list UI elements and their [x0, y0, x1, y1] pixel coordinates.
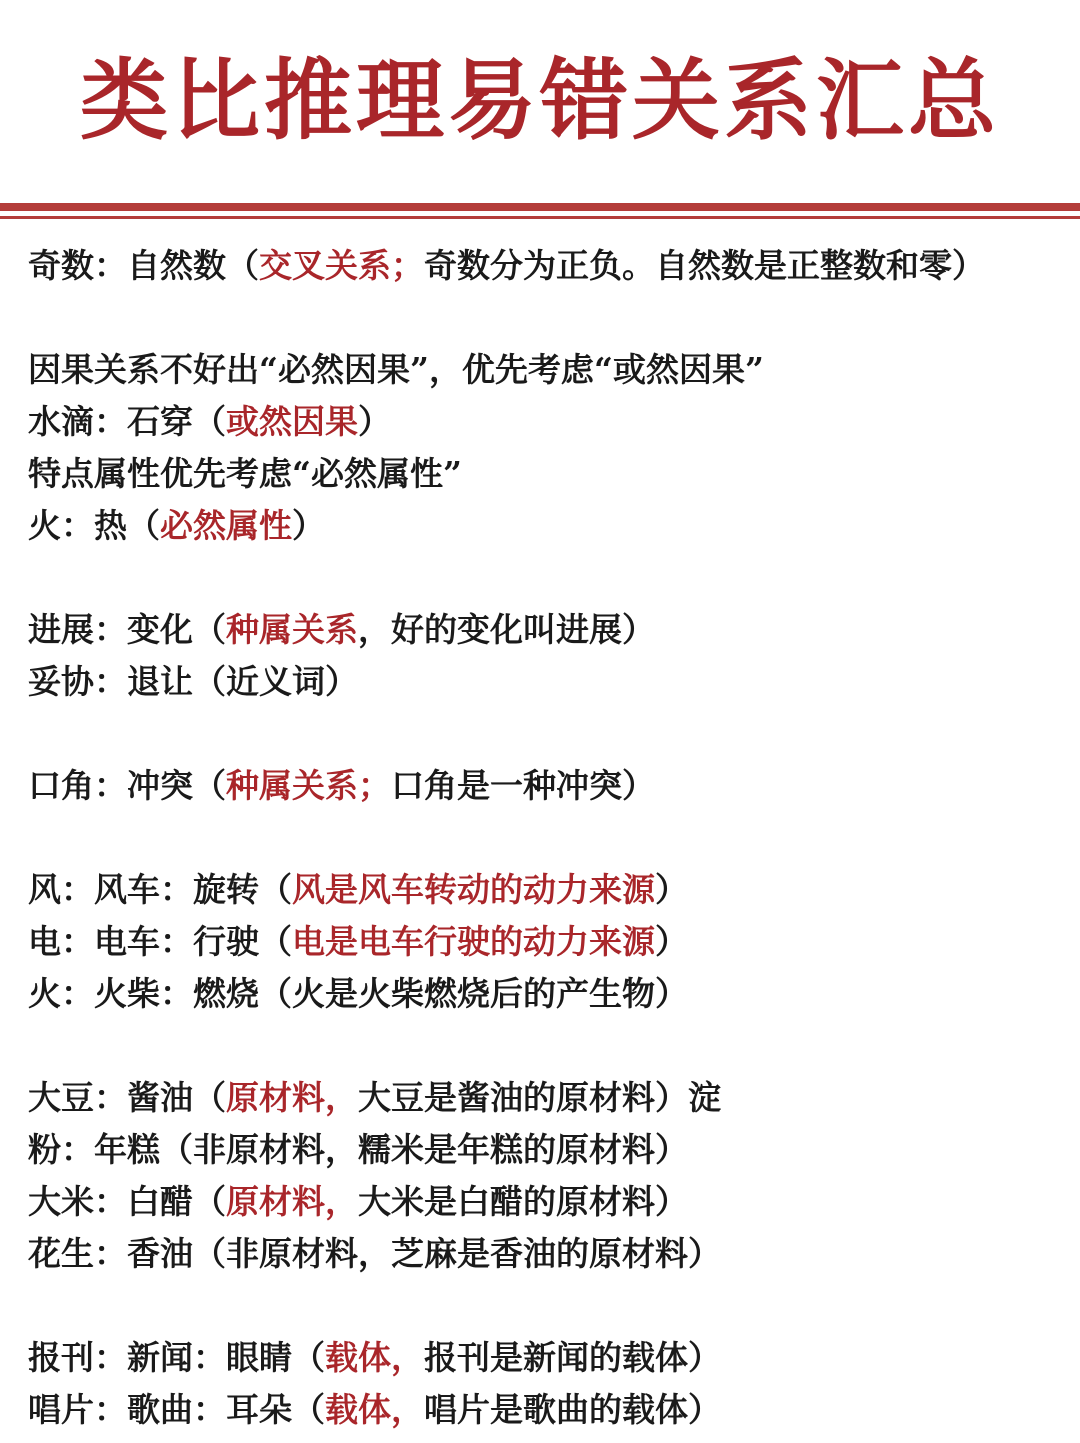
line-text: ）	[292, 506, 325, 545]
text-line	[28, 968, 1068, 1020]
highlight-text: 原材料，	[226, 1182, 358, 1221]
text-line	[28, 1228, 1068, 1280]
highlight-text: 电是电车行驶的动力来源	[292, 922, 655, 961]
text-line	[28, 1124, 1068, 1176]
text-line	[28, 604, 1068, 656]
line-text: ）	[655, 870, 688, 909]
line-text: 因果关系不好出“必然因果”，优先考虑“或然因果”	[28, 350, 764, 389]
line-text: 水滴：石穿（	[28, 402, 226, 441]
spacer	[28, 708, 1068, 760]
text-line	[28, 240, 1068, 292]
text-line	[28, 396, 1068, 448]
line-text: 唱片是歌曲的载体）	[424, 1390, 721, 1429]
line-text: 风：风车：旋转（	[28, 870, 292, 909]
line-text: 口角：冲突（	[28, 766, 226, 805]
text-line	[28, 1384, 1068, 1436]
text-line	[28, 1332, 1068, 1384]
highlight-text: 种属关系；	[226, 766, 391, 805]
highlight-text: 交叉关系；	[259, 246, 424, 285]
line-text: 奇数：自然数（	[28, 246, 259, 285]
spacer	[28, 812, 1068, 864]
line-text: 花生：香油（非原材料，芝麻是香油的原材料）	[28, 1234, 721, 1273]
line-text: 报刊：新闻：眼睛（	[28, 1338, 325, 1377]
divider-thin	[0, 216, 1080, 219]
line-text: 妥协：退让（近义词）	[28, 662, 358, 701]
line-text: 口角是一种冲突）	[391, 766, 655, 805]
highlight-text: 载体，	[325, 1390, 424, 1429]
line-text: 大豆是酱油的原材料）淀	[358, 1078, 721, 1117]
text-line	[28, 864, 1068, 916]
line-text: ）	[358, 402, 391, 441]
line-text: 唱片：歌曲：耳朵（	[28, 1390, 325, 1429]
spacer	[28, 1280, 1068, 1332]
text-line	[28, 760, 1068, 812]
content-body	[28, 240, 1068, 1436]
text-line	[28, 1176, 1068, 1228]
highlight-text: 或然因果	[226, 402, 358, 441]
text-line	[28, 344, 1068, 396]
text-line	[28, 1072, 1068, 1124]
line-text: ，好的变化叫进展）	[358, 610, 655, 649]
text-line	[28, 500, 1068, 552]
divider-thick	[0, 203, 1080, 211]
spacer	[28, 1020, 1068, 1072]
line-text: 奇数分为正负。自然数是正整数和零）	[424, 246, 985, 285]
text-line	[28, 916, 1068, 968]
spacer	[28, 292, 1068, 344]
highlight-text: 种属关系	[226, 610, 358, 649]
line-text: 火：热（	[28, 506, 160, 545]
highlight-text: 必然属性	[160, 506, 292, 545]
line-text: 火：火柴：燃烧（火是火柴燃烧后的产生物）	[28, 974, 688, 1013]
line-text: 进展：变化（	[28, 610, 226, 649]
line-text: 大米：白醋（	[28, 1182, 226, 1221]
page-title: 类比推理易错关系汇总	[79, 48, 1000, 152]
line-text: 粉：年糕（非原材料，糯米是年糕的原材料）	[28, 1130, 688, 1169]
spacer	[28, 552, 1068, 604]
highlight-text: 载体，	[325, 1338, 424, 1377]
highlight-text: 风是风车转动的动力来源	[292, 870, 655, 909]
header	[0, 0, 1080, 200]
line-text: 大豆：酱油（	[28, 1078, 226, 1117]
line-text: ）	[655, 922, 688, 961]
line-text: 报刊是新闻的载体）	[424, 1338, 721, 1377]
line-text: 大米是白醋的原材料）	[358, 1182, 688, 1221]
line-text: 电：电车：行驶（	[28, 922, 292, 961]
highlight-text: 原材料，	[226, 1078, 358, 1117]
text-line	[28, 448, 1068, 500]
line-text: 特点属性优先考虑“必然属性”	[28, 454, 462, 493]
text-line	[28, 656, 1068, 708]
